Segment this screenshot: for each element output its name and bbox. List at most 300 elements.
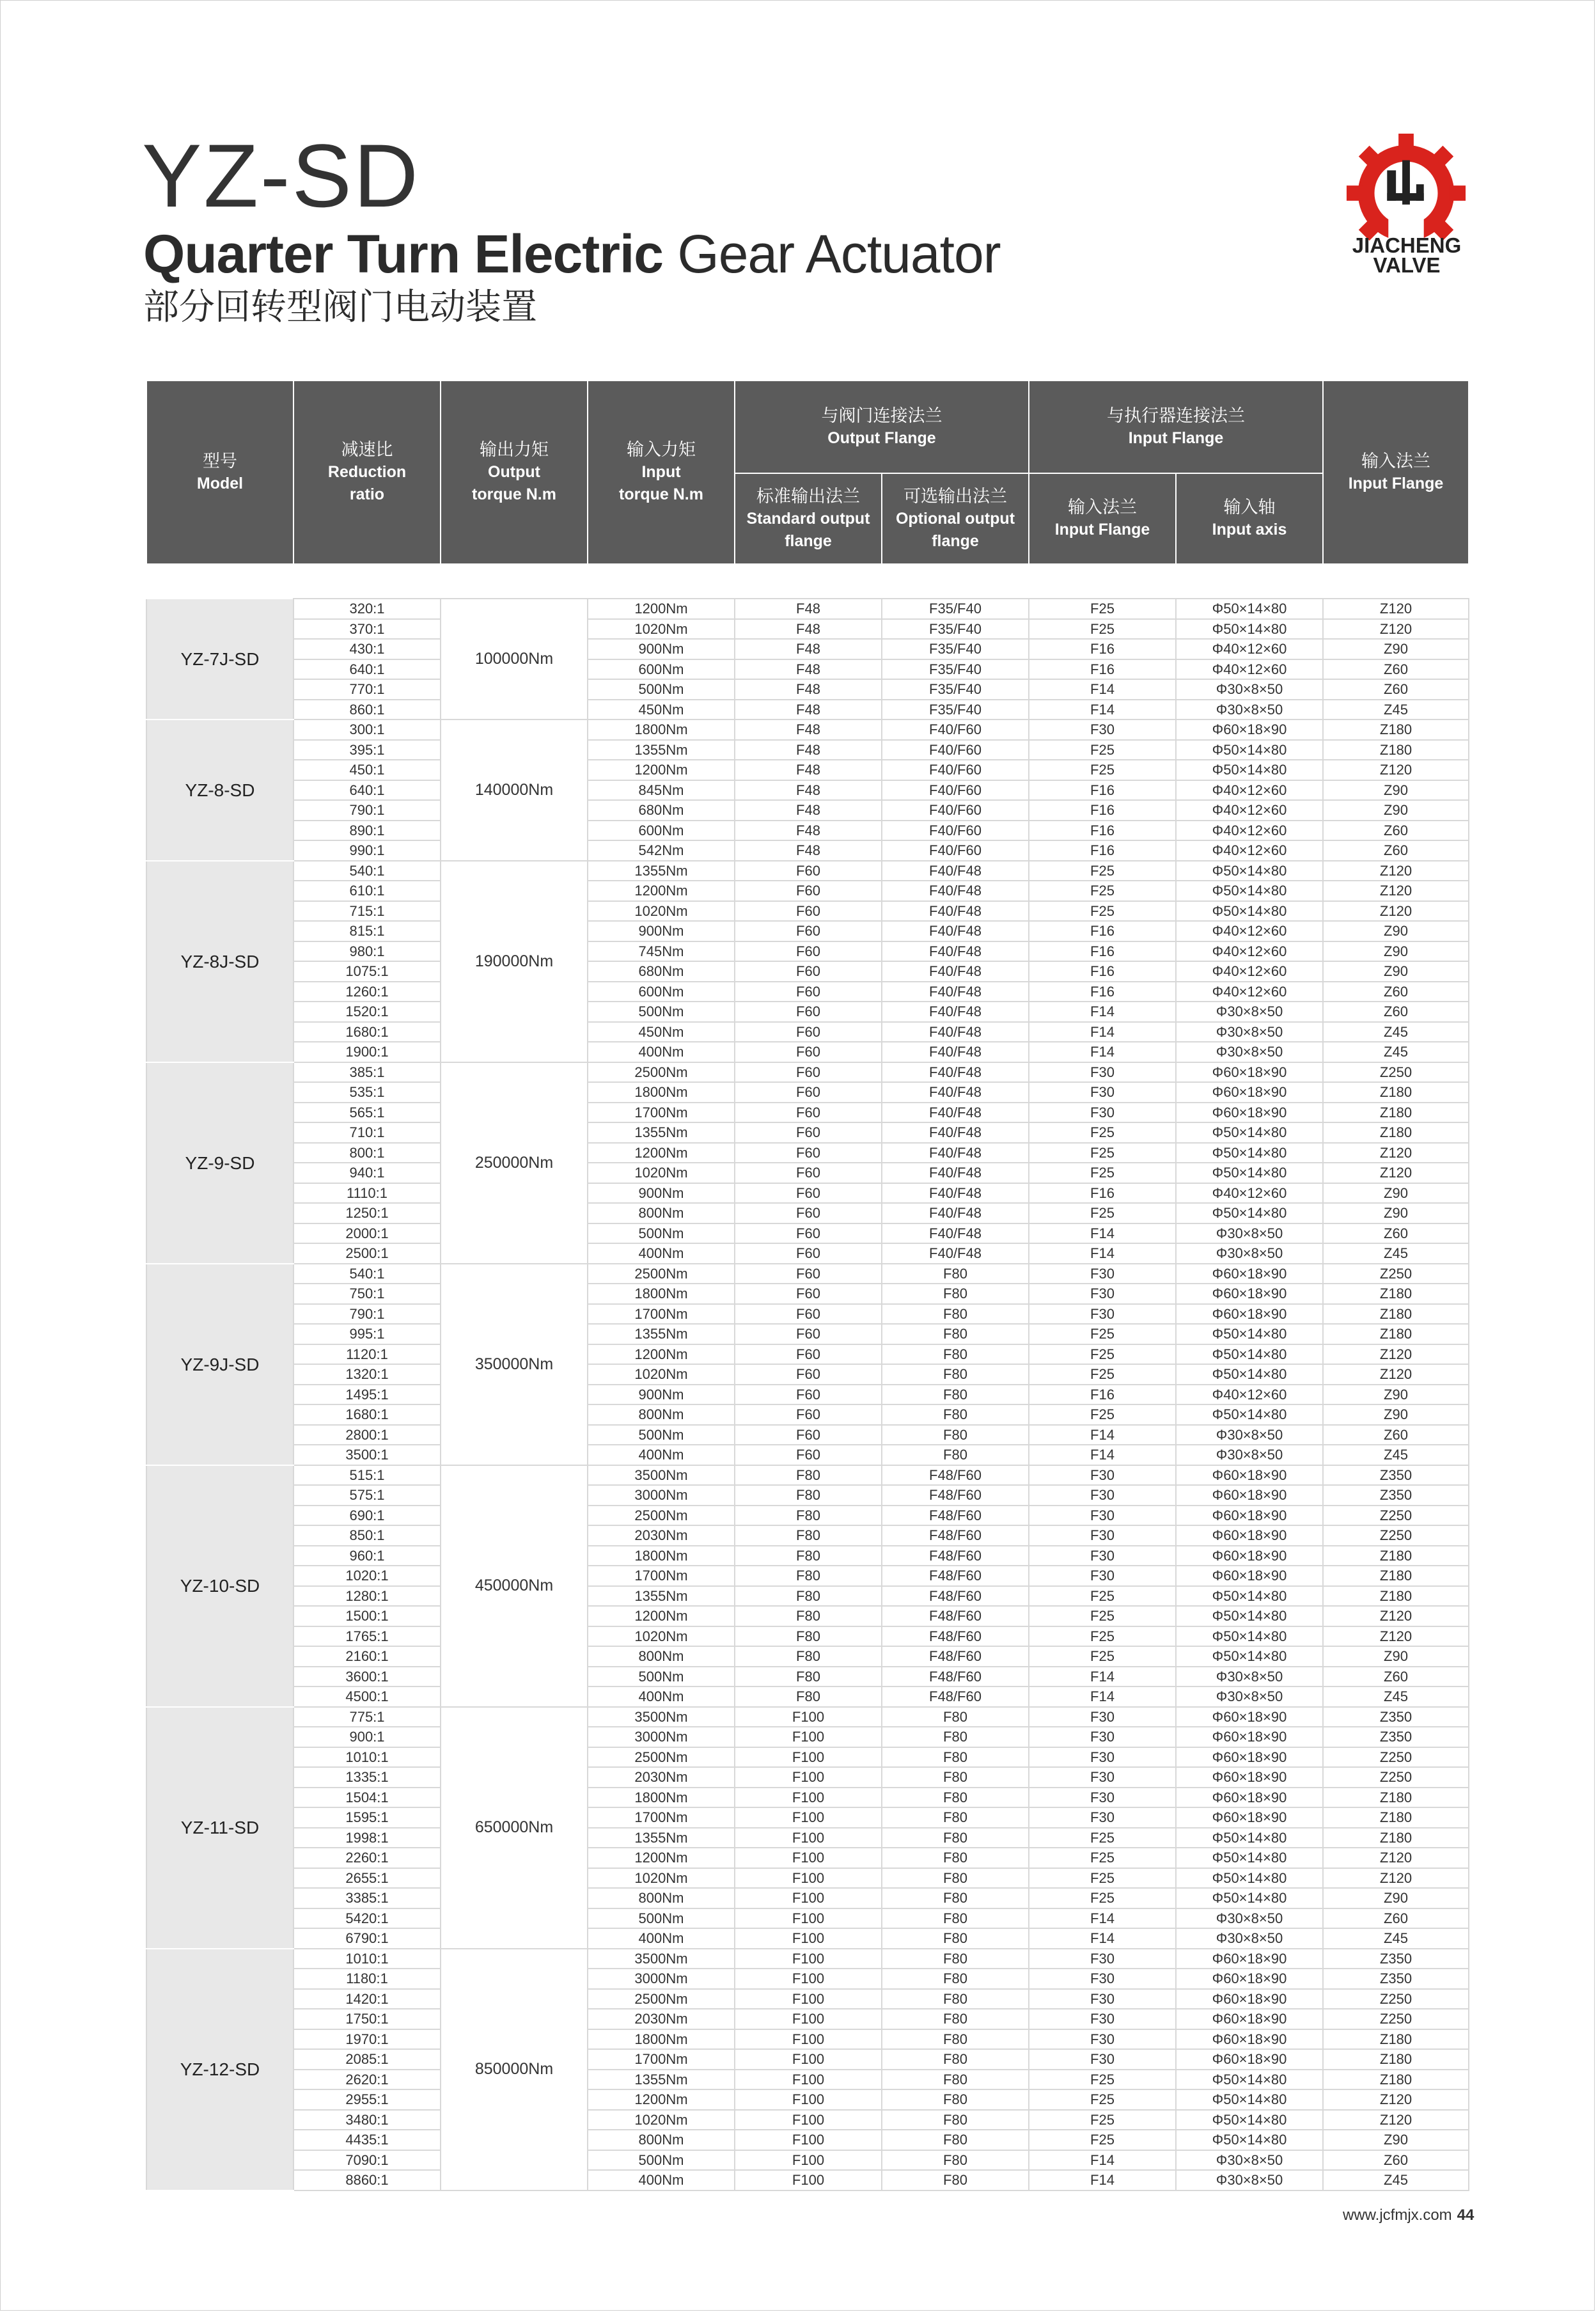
logo-line-1: JIACHENG bbox=[1352, 233, 1462, 257]
table-row bbox=[146, 1385, 1469, 1405]
table-row bbox=[146, 1747, 1469, 1768]
cell-input-axis: Φ60×18×90 bbox=[1176, 1989, 1323, 2009]
cell-input-torque: 1800Nm bbox=[588, 1082, 735, 1103]
cell-input-axis: Φ60×18×90 bbox=[1176, 1949, 1323, 1969]
cell-ratio: 385:1 bbox=[293, 1062, 441, 1083]
cell-ratio: 450:1 bbox=[293, 760, 441, 780]
table-row bbox=[146, 881, 1469, 901]
cell-input-axis: Φ40×12×60 bbox=[1176, 639, 1323, 659]
cell-input-flange: Z180 bbox=[1323, 1304, 1469, 1325]
cell-input-torque: 1200Nm bbox=[588, 1344, 735, 1365]
cell-optional-flange: F48/F60 bbox=[882, 1687, 1029, 1707]
cell-standard-flange: F100 bbox=[735, 1707, 882, 1727]
cell-input-torque: 800Nm bbox=[588, 1404, 735, 1425]
table-row bbox=[146, 1606, 1469, 1626]
cell-standard-flange: F80 bbox=[735, 1687, 882, 1707]
cell-input-flange: Z90 bbox=[1323, 1646, 1469, 1667]
cell-input-axis: Φ40×12×60 bbox=[1176, 921, 1323, 941]
cell-input-flange: Z180 bbox=[1323, 2070, 1469, 2090]
cell-input-torque: 3000Nm bbox=[588, 1969, 735, 1989]
cell-optional-flange: F35/F40 bbox=[882, 679, 1029, 700]
cell-standard-flange: F100 bbox=[735, 1828, 882, 1848]
cell-input-flange: Z180 bbox=[1323, 1586, 1469, 1607]
cell-standard-flange: F60 bbox=[735, 1243, 882, 1264]
table-row bbox=[146, 1546, 1469, 1566]
cell-optional-flange: F80 bbox=[882, 1747, 1029, 1768]
cell-optional-flange: F80 bbox=[882, 1304, 1029, 1325]
cell-exec-input-flange: F25 bbox=[1029, 1203, 1176, 1223]
cell-input-axis: Φ50×14×80 bbox=[1176, 1868, 1323, 1889]
cell-optional-flange: F40/F48 bbox=[882, 1223, 1029, 1244]
cell-standard-flange: F60 bbox=[735, 1284, 882, 1304]
cell-input-axis: Φ60×18×90 bbox=[1176, 1767, 1323, 1788]
cell-exec-input-flange: F30 bbox=[1029, 1707, 1176, 1727]
cell-optional-flange: F40/F48 bbox=[882, 1042, 1029, 1062]
cell-exec-input-flange: F30 bbox=[1029, 2029, 1176, 2050]
cell-input-torque: 1800Nm bbox=[588, 1284, 735, 1304]
cell-input-torque: 1020Nm bbox=[588, 901, 735, 922]
cell-ratio: 1335:1 bbox=[293, 1767, 441, 1788]
table-row bbox=[146, 1183, 1469, 1204]
cell-standard-flange: F48 bbox=[735, 599, 882, 619]
subtitle-bold: Quarter Turn Electric bbox=[143, 224, 664, 284]
cell-ratio: 2160:1 bbox=[293, 1646, 441, 1667]
cell-input-torque: 1700Nm bbox=[588, 1304, 735, 1325]
cell-input-axis: Φ50×14×80 bbox=[1176, 1364, 1323, 1385]
cell-ratio: 815:1 bbox=[293, 921, 441, 941]
cell-optional-flange: F40/F48 bbox=[882, 1103, 1029, 1123]
table-row bbox=[146, 760, 1469, 780]
cell-input-flange: Z120 bbox=[1323, 881, 1469, 901]
cell-input-torque: 900Nm bbox=[588, 639, 735, 659]
cell-exec-input-flange: F30 bbox=[1029, 1546, 1176, 1566]
cell-exec-input-flange: F30 bbox=[1029, 2049, 1176, 2070]
cell-output-torque: 250000Nm bbox=[441, 1062, 588, 1264]
cell-standard-flange: F100 bbox=[735, 1888, 882, 1908]
cell-standard-flange: F100 bbox=[735, 2130, 882, 2150]
cell-ratio: 300:1 bbox=[293, 720, 441, 740]
cell-input-axis: Φ40×12×60 bbox=[1176, 840, 1323, 861]
cell-input-axis: Φ30×8×50 bbox=[1176, 2170, 1323, 2190]
cell-input-torque: 1800Nm bbox=[588, 1546, 735, 1566]
header-model: 型号 Model bbox=[146, 381, 293, 564]
cell-ratio: 850:1 bbox=[293, 1525, 441, 1546]
cell-optional-flange: F48/F60 bbox=[882, 1626, 1029, 1647]
cell-ratio: 1680:1 bbox=[293, 1404, 441, 1425]
cell-input-flange: Z250 bbox=[1323, 1525, 1469, 1546]
cell-input-flange: Z90 bbox=[1323, 1404, 1469, 1425]
cell-exec-input-flange: F16 bbox=[1029, 800, 1176, 821]
cell-ratio: 2000:1 bbox=[293, 1223, 441, 1244]
table-row bbox=[146, 1525, 1469, 1546]
cell-standard-flange: F100 bbox=[735, 2029, 882, 2050]
cell-input-flange: Z180 bbox=[1323, 2049, 1469, 2070]
table-row bbox=[146, 1949, 1469, 1969]
cell-exec-input-flange: F25 bbox=[1029, 1586, 1176, 1607]
page-subtitle bbox=[143, 224, 1001, 284]
cell-input-flange: Z45 bbox=[1323, 1042, 1469, 1062]
table-row bbox=[146, 740, 1469, 760]
table-row bbox=[146, 1404, 1469, 1425]
cell-input-torque: 1020Nm bbox=[588, 619, 735, 640]
cell-optional-flange: F80 bbox=[882, 2029, 1029, 2050]
cell-exec-input-flange: F30 bbox=[1029, 1264, 1176, 1284]
cell-ratio: 1998:1 bbox=[293, 1828, 441, 1848]
cell-input-axis: Φ50×14×80 bbox=[1176, 1163, 1323, 1183]
cell-input-flange: Z120 bbox=[1323, 901, 1469, 922]
cell-exec-input-flange: F30 bbox=[1029, 1969, 1176, 1989]
cell-input-flange: Z120 bbox=[1323, 1626, 1469, 1647]
cell-exec-input-flange: F30 bbox=[1029, 1788, 1176, 1808]
table-row bbox=[146, 921, 1469, 941]
cell-input-torque: 800Nm bbox=[588, 2130, 735, 2150]
cell-ratio: 1260:1 bbox=[293, 982, 441, 1002]
cell-exec-input-flange: F14 bbox=[1029, 2150, 1176, 2171]
cell-exec-input-flange: F25 bbox=[1029, 2130, 1176, 2150]
cell-ratio: 1750:1 bbox=[293, 2009, 441, 2029]
cell-input-axis: Φ30×8×50 bbox=[1176, 700, 1323, 720]
cell-ratio: 1970:1 bbox=[293, 2029, 441, 2050]
cell-standard-flange: F60 bbox=[735, 1324, 882, 1344]
cell-ratio: 890:1 bbox=[293, 821, 441, 841]
header-ratio: 减速比 Reduction ratio bbox=[293, 381, 441, 564]
cell-optional-flange: F40/F60 bbox=[882, 800, 1029, 821]
table-row bbox=[146, 821, 1469, 841]
cell-input-flange: Z60 bbox=[1323, 1425, 1469, 1445]
table-row bbox=[146, 679, 1469, 700]
cell-input-flange: Z350 bbox=[1323, 1949, 1469, 1969]
cell-standard-flange: F100 bbox=[735, 1727, 882, 1747]
cell-standard-flange: F48 bbox=[735, 840, 882, 861]
cell-input-axis: Φ50×14×80 bbox=[1176, 1646, 1323, 1667]
cell-input-torque: 3500Nm bbox=[588, 1465, 735, 1486]
cell-model: YZ-12-SD bbox=[146, 1949, 293, 2190]
cell-input-torque: 1020Nm bbox=[588, 1163, 735, 1183]
cell-ratio: 860:1 bbox=[293, 700, 441, 720]
cell-standard-flange: F60 bbox=[735, 1122, 882, 1143]
cell-ratio: 2655:1 bbox=[293, 1868, 441, 1889]
cell-input-torque: 400Nm bbox=[588, 1928, 735, 1949]
table-row bbox=[146, 780, 1469, 801]
cell-input-axis: Φ60×18×90 bbox=[1176, 2049, 1323, 2070]
cell-ratio: 2620:1 bbox=[293, 2070, 441, 2090]
table-row bbox=[146, 1848, 1469, 1868]
cell-standard-flange: F100 bbox=[735, 2089, 882, 2110]
cell-exec-input-flange: F25 bbox=[1029, 2089, 1176, 2110]
cell-input-axis: Φ50×14×80 bbox=[1176, 2089, 1323, 2110]
cell-input-axis: Φ30×8×50 bbox=[1176, 1002, 1323, 1022]
cell-output-torque: 450000Nm bbox=[441, 1465, 588, 1707]
cell-input-torque: 1200Nm bbox=[588, 881, 735, 901]
cell-input-flange: Z60 bbox=[1323, 679, 1469, 700]
cell-exec-input-flange: F30 bbox=[1029, 1465, 1176, 1486]
cell-standard-flange: F60 bbox=[735, 1103, 882, 1123]
cell-exec-input-flange: F25 bbox=[1029, 1646, 1176, 1667]
table-row bbox=[146, 1969, 1469, 1989]
table-row bbox=[146, 2070, 1469, 2090]
cell-input-flange: Z120 bbox=[1323, 1364, 1469, 1385]
cell-optional-flange: F40/F48 bbox=[882, 921, 1029, 941]
table-row bbox=[146, 1687, 1469, 1707]
cell-optional-flange: F80 bbox=[882, 1828, 1029, 1848]
cell-ratio: 5420:1 bbox=[293, 1908, 441, 1929]
cell-standard-flange: F48 bbox=[735, 800, 882, 821]
cell-standard-flange: F48 bbox=[735, 780, 882, 801]
cell-output-torque: 100000Nm bbox=[441, 599, 588, 720]
cell-exec-input-flange: F16 bbox=[1029, 1183, 1176, 1204]
cell-ratio: 540:1 bbox=[293, 861, 441, 881]
cell-input-flange: Z90 bbox=[1323, 780, 1469, 801]
cell-optional-flange: F40/F48 bbox=[882, 1002, 1029, 1022]
cell-standard-flange: F48 bbox=[735, 821, 882, 841]
cell-standard-flange: F100 bbox=[735, 2150, 882, 2171]
table-row bbox=[146, 2150, 1469, 2171]
table-row bbox=[146, 639, 1469, 659]
cell-optional-flange: F48/F60 bbox=[882, 1606, 1029, 1626]
cell-exec-input-flange: F30 bbox=[1029, 1566, 1176, 1586]
cell-exec-input-flange: F14 bbox=[1029, 1002, 1176, 1022]
cell-input-torque: 500Nm bbox=[588, 1425, 735, 1445]
table-row bbox=[146, 1707, 1469, 1727]
cell-input-flange: Z350 bbox=[1323, 1707, 1469, 1727]
cell-exec-input-flange: F25 bbox=[1029, 1122, 1176, 1143]
cell-input-torque: 1020Nm bbox=[588, 1868, 735, 1889]
cell-ratio: 320:1 bbox=[293, 599, 441, 619]
cell-input-torque: 600Nm bbox=[588, 821, 735, 841]
cell-ratio: 770:1 bbox=[293, 679, 441, 700]
cell-input-axis: Φ40×12×60 bbox=[1176, 1183, 1323, 1204]
cell-input-axis: Φ60×18×90 bbox=[1176, 1788, 1323, 1808]
table-row bbox=[146, 1888, 1469, 1908]
cell-standard-flange: F60 bbox=[735, 1002, 882, 1022]
page-footer bbox=[1343, 2206, 1474, 2224]
cell-input-torque: 1800Nm bbox=[588, 1788, 735, 1808]
cell-input-torque: 1355Nm bbox=[588, 740, 735, 760]
cell-input-flange: Z45 bbox=[1323, 1687, 1469, 1707]
cell-optional-flange: F40/F60 bbox=[882, 720, 1029, 740]
cell-ratio: 715:1 bbox=[293, 901, 441, 922]
cell-input-torque: 1200Nm bbox=[588, 760, 735, 780]
cell-ratio: 980:1 bbox=[293, 941, 441, 962]
cell-standard-flange: F100 bbox=[735, 1807, 882, 1828]
cell-optional-flange: F80 bbox=[882, 1868, 1029, 1889]
cell-ratio: 1120:1 bbox=[293, 1344, 441, 1365]
cell-input-axis: Φ30×8×50 bbox=[1176, 1022, 1323, 1042]
cell-standard-flange: F100 bbox=[735, 1747, 882, 1768]
table-row bbox=[146, 1646, 1469, 1667]
cell-ratio: 370:1 bbox=[293, 619, 441, 640]
cell-standard-flange: F60 bbox=[735, 861, 882, 881]
cell-input-axis: Φ60×18×90 bbox=[1176, 1103, 1323, 1123]
cell-ratio: 1110:1 bbox=[293, 1183, 441, 1204]
table-row bbox=[146, 1485, 1469, 1506]
cell-optional-flange: F40/F60 bbox=[882, 780, 1029, 801]
cell-exec-input-flange: F25 bbox=[1029, 1324, 1176, 1344]
cell-optional-flange: F40/F48 bbox=[882, 941, 1029, 962]
table-row bbox=[146, 1989, 1469, 2009]
cell-optional-flange: F35/F40 bbox=[882, 659, 1029, 680]
cell-ratio: 3480:1 bbox=[293, 2110, 441, 2130]
table-row bbox=[146, 1425, 1469, 1445]
cell-input-flange: Z180 bbox=[1323, 2029, 1469, 2050]
cell-input-axis: Φ50×14×80 bbox=[1176, 881, 1323, 901]
cell-optional-flange: F48/F60 bbox=[882, 1566, 1029, 1586]
cell-input-torque: 1700Nm bbox=[588, 1566, 735, 1586]
table-row bbox=[146, 901, 1469, 922]
cell-input-axis: Φ50×14×80 bbox=[1176, 1606, 1323, 1626]
cell-input-axis: Φ40×12×60 bbox=[1176, 982, 1323, 1002]
cell-input-flange: Z90 bbox=[1323, 961, 1469, 982]
subtitle-light: Gear Actuator bbox=[677, 224, 1001, 284]
cell-standard-flange: F60 bbox=[735, 1425, 882, 1445]
cell-exec-input-flange: F16 bbox=[1029, 941, 1176, 962]
cell-input-axis: Φ40×12×60 bbox=[1176, 659, 1323, 680]
cell-optional-flange: F80 bbox=[882, 2170, 1029, 2190]
cell-input-flange: Z180 bbox=[1323, 1546, 1469, 1566]
cell-model: YZ-8J-SD bbox=[146, 861, 293, 1062]
cell-input-flange: Z350 bbox=[1323, 1727, 1469, 1747]
cell-standard-flange: F60 bbox=[735, 1203, 882, 1223]
cell-standard-flange: F100 bbox=[735, 2009, 882, 2029]
cell-exec-input-flange: F30 bbox=[1029, 1767, 1176, 1788]
cell-input-torque: 1020Nm bbox=[588, 1626, 735, 1647]
cell-input-torque: 1020Nm bbox=[588, 2110, 735, 2130]
cell-optional-flange: F80 bbox=[882, 1425, 1029, 1445]
table-row bbox=[146, 2110, 1469, 2130]
cell-input-flange: Z60 bbox=[1323, 1908, 1469, 1929]
cell-standard-flange: F100 bbox=[735, 2070, 882, 2090]
cell-input-flange: Z60 bbox=[1323, 2150, 1469, 2171]
cell-input-torque: 500Nm bbox=[588, 1002, 735, 1022]
cell-optional-flange: F48/F60 bbox=[882, 1465, 1029, 1486]
cell-standard-flange: F60 bbox=[735, 921, 882, 941]
table-row bbox=[146, 840, 1469, 861]
cell-ratio: 1680:1 bbox=[293, 1022, 441, 1042]
cell-input-flange: Z120 bbox=[1323, 1848, 1469, 1868]
cell-exec-input-flange: F16 bbox=[1029, 840, 1176, 861]
cell-standard-flange: F100 bbox=[735, 1949, 882, 1969]
cell-optional-flange: F35/F40 bbox=[882, 619, 1029, 640]
cell-input-axis: Φ60×18×90 bbox=[1176, 2029, 1323, 2050]
cell-input-flange: Z45 bbox=[1323, 700, 1469, 720]
cell-optional-flange: F80 bbox=[882, 1928, 1029, 1949]
cell-input-torque: 600Nm bbox=[588, 982, 735, 1002]
cell-ratio: 790:1 bbox=[293, 800, 441, 821]
cell-input-torque: 680Nm bbox=[588, 800, 735, 821]
cell-ratio: 2500:1 bbox=[293, 1243, 441, 1264]
logo-line-2: VALVE bbox=[1373, 253, 1441, 277]
cell-exec-input-flange: F25 bbox=[1029, 901, 1176, 922]
cell-input-flange: Z250 bbox=[1323, 2009, 1469, 2029]
cell-exec-input-flange: F30 bbox=[1029, 1727, 1176, 1747]
cell-input-torque: 2030Nm bbox=[588, 1767, 735, 1788]
cell-optional-flange: F80 bbox=[882, 2130, 1029, 2150]
cell-ratio: 1420:1 bbox=[293, 1989, 441, 2009]
cell-input-axis: Φ60×18×90 bbox=[1176, 2009, 1323, 2029]
cell-input-axis: Φ50×14×80 bbox=[1176, 2110, 1323, 2130]
cell-input-flange: Z90 bbox=[1323, 1385, 1469, 1405]
cell-input-flange: Z250 bbox=[1323, 1062, 1469, 1083]
cell-ratio: 515:1 bbox=[293, 1465, 441, 1486]
cell-standard-flange: F60 bbox=[735, 1163, 882, 1183]
cell-ratio: 3500:1 bbox=[293, 1445, 441, 1465]
logo-wordmark bbox=[1330, 235, 1483, 275]
cell-ratio: 540:1 bbox=[293, 1264, 441, 1284]
table-row bbox=[146, 2049, 1469, 2070]
cell-input-torque: 1355Nm bbox=[588, 2070, 735, 2090]
cell-optional-flange: F40/F60 bbox=[882, 840, 1029, 861]
cell-exec-input-flange: F25 bbox=[1029, 881, 1176, 901]
cell-standard-flange: F80 bbox=[735, 1646, 882, 1667]
cell-input-flange: Z180 bbox=[1323, 740, 1469, 760]
cell-input-axis: Φ60×18×90 bbox=[1176, 1566, 1323, 1586]
table-row bbox=[146, 1667, 1469, 1687]
cell-optional-flange: F80 bbox=[882, 1264, 1029, 1284]
cell-ratio: 750:1 bbox=[293, 1284, 441, 1304]
cell-optional-flange: F40/F60 bbox=[882, 760, 1029, 780]
cell-input-flange: Z120 bbox=[1323, 619, 1469, 640]
cell-input-torque: 900Nm bbox=[588, 1385, 735, 1405]
cell-input-flange: Z120 bbox=[1323, 1606, 1469, 1626]
cell-standard-flange: F100 bbox=[735, 1969, 882, 1989]
table-row bbox=[146, 1284, 1469, 1304]
cell-input-torque: 800Nm bbox=[588, 1646, 735, 1667]
cell-exec-input-flange: F30 bbox=[1029, 1284, 1176, 1304]
cell-optional-flange: F40/F48 bbox=[882, 1163, 1029, 1183]
cell-ratio: 565:1 bbox=[293, 1103, 441, 1123]
cell-exec-input-flange: F25 bbox=[1029, 740, 1176, 760]
cell-ratio: 640:1 bbox=[293, 659, 441, 680]
cell-input-flange: Z180 bbox=[1323, 1807, 1469, 1828]
cell-ratio: 4500:1 bbox=[293, 1687, 441, 1707]
header-input-flange: 输入法兰 Input Flange bbox=[1323, 381, 1469, 564]
cell-exec-input-flange: F14 bbox=[1029, 1667, 1176, 1687]
cell-standard-flange: F48 bbox=[735, 740, 882, 760]
cell-input-torque: 1200Nm bbox=[588, 1606, 735, 1626]
cell-exec-input-flange: F14 bbox=[1029, 1243, 1176, 1264]
cell-input-torque: 1355Nm bbox=[588, 1122, 735, 1143]
cell-input-axis: Φ40×12×60 bbox=[1176, 961, 1323, 982]
cell-input-axis: Φ60×18×90 bbox=[1176, 720, 1323, 740]
cell-model: YZ-9-SD bbox=[146, 1062, 293, 1264]
table-row bbox=[146, 659, 1469, 680]
cell-exec-input-flange: F16 bbox=[1029, 1385, 1176, 1405]
cell-input-flange: Z120 bbox=[1323, 1868, 1469, 1889]
cell-standard-flange: F48 bbox=[735, 700, 882, 720]
cell-input-torque: 1355Nm bbox=[588, 1828, 735, 1848]
cell-input-axis: Φ60×18×90 bbox=[1176, 1284, 1323, 1304]
cell-standard-flange: F100 bbox=[735, 2110, 882, 2130]
cell-ratio: 7090:1 bbox=[293, 2150, 441, 2171]
cell-input-torque: 2500Nm bbox=[588, 1062, 735, 1083]
cell-output-torque: 350000Nm bbox=[441, 1264, 588, 1465]
cell-input-flange: Z250 bbox=[1323, 1506, 1469, 1526]
table-row bbox=[146, 599, 1469, 619]
table-row bbox=[146, 1767, 1469, 1788]
spec-table bbox=[146, 380, 1469, 2191]
cell-standard-flange: F48 bbox=[735, 720, 882, 740]
cell-input-axis: Φ50×14×80 bbox=[1176, 1203, 1323, 1223]
cell-input-flange: Z45 bbox=[1323, 1928, 1469, 1949]
cell-input-torque: 2030Nm bbox=[588, 1525, 735, 1546]
cell-input-torque: 1020Nm bbox=[588, 1364, 735, 1385]
footer-url[interactable]: www.jcfmjx.com bbox=[1343, 2206, 1452, 2224]
cell-standard-flange: F60 bbox=[735, 901, 882, 922]
page-number: 44 bbox=[1457, 2206, 1475, 2224]
cell-optional-flange: F40/F48 bbox=[882, 1243, 1029, 1264]
table-row bbox=[146, 619, 1469, 640]
cell-standard-flange: F80 bbox=[735, 1586, 882, 1607]
